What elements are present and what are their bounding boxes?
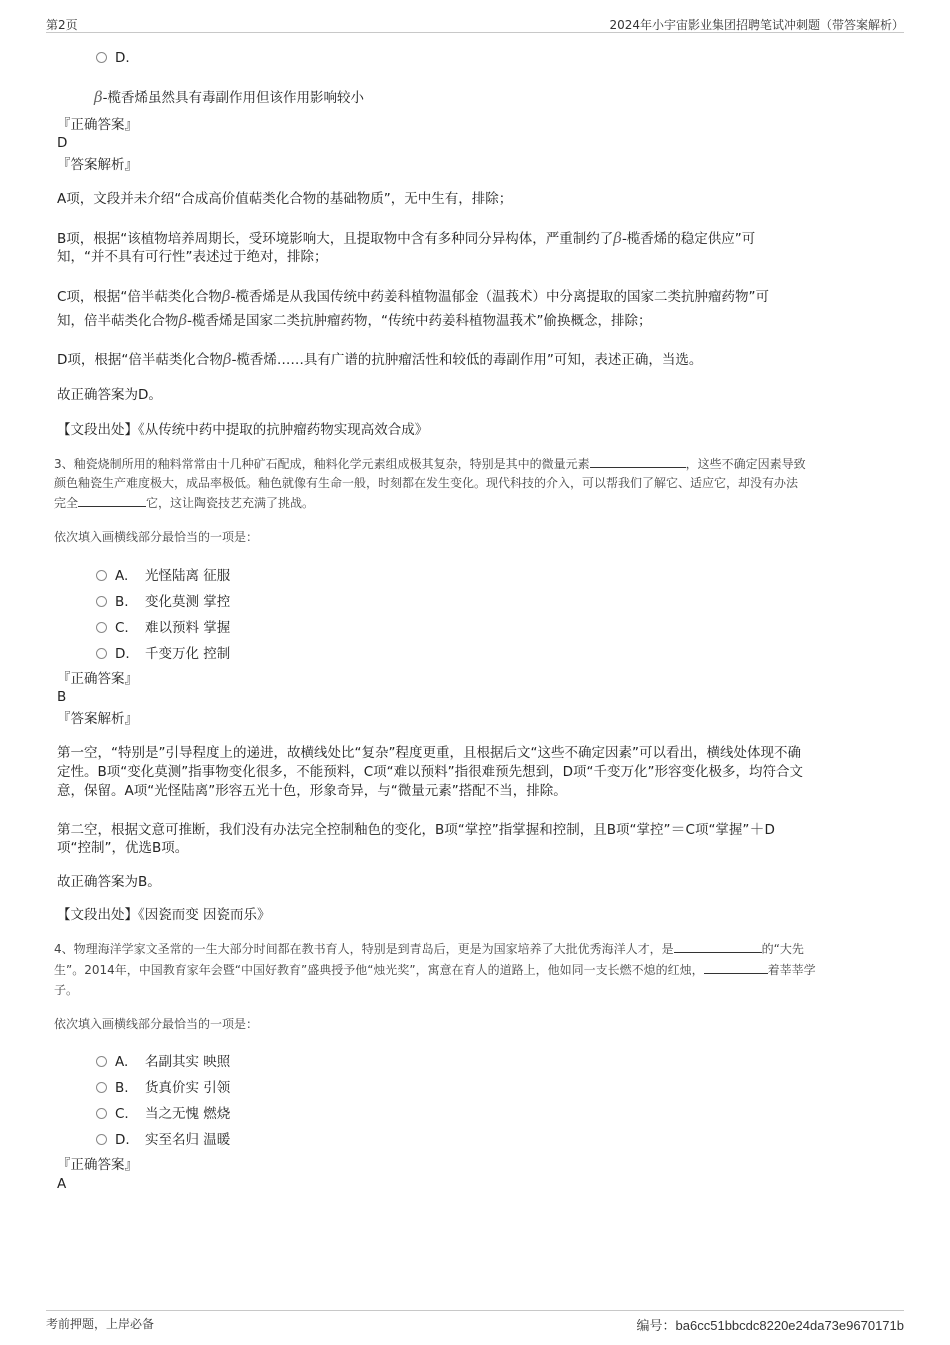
radio-icon[interactable] xyxy=(96,570,107,581)
q2-analysis-label: 『答案解析』 xyxy=(57,157,138,173)
radio-icon[interactable] xyxy=(96,596,107,607)
q3-option-a[interactable]: A. 光怪陆离 征服 xyxy=(96,564,230,584)
radio-icon[interactable] xyxy=(96,1056,107,1067)
q3-analysis-p1-line1: 第一空，“特别是”引导程度上的递进，故横线处比“复杂”程度更重，且根据后文“这些不确定因素”可以看出，横线处体现不确 xyxy=(57,745,801,761)
blank-line xyxy=(78,494,146,507)
q2-analysis-b-line1: B项，根据“该植物培养周期长，受环境影响大，且提取物中含有多种同分异构体，严重制约了β-榄香烯的稳定供应”可 xyxy=(57,229,756,247)
beta-symbol: β xyxy=(178,311,188,329)
page-footer xyxy=(46,1310,904,1334)
q3-stem-line2: 颜色釉瓷生产难度极大，成品率极低。釉色就像有生命一般，时刻都在发生变化。现代科技的介入，可以帮我们了解它、适应它，却没有办法 xyxy=(54,476,799,490)
q3-conclusion: 故正确答案为B。 xyxy=(57,874,161,890)
radio-icon[interactable] xyxy=(96,1082,107,1093)
page-header xyxy=(46,14,904,33)
q2-analysis-b-line2: 知，“并不具有可行性”表述过于绝对，排除； xyxy=(57,249,328,265)
blank-line xyxy=(590,455,686,468)
radio-icon[interactable] xyxy=(96,622,107,633)
q3-option-b[interactable]: B. 变化莫测 掌控 xyxy=(96,590,230,610)
q4-prompt: 依次填入画横线部分最恰当的一项是： xyxy=(54,1017,259,1031)
q4-stem-line1: 4、物理海洋学家文圣常的一生大部分时间都在教书育人，特别是到青岛后，更是为国家培养了大批优秀海洋人才，是 的“大先 xyxy=(54,942,804,956)
beta-symbol: β xyxy=(94,88,103,106)
q3-analysis-p2-line2: 项“控制”，优选B项。 xyxy=(57,840,189,856)
q2-correct-value: D xyxy=(57,135,68,151)
q3-analysis-p2-line1: 第二空，根据文意可推断，我们没有办法完全控制釉色的变化，B项“掌控”指掌握和控制，且B项“掌控”＝C项“掌握”＋D xyxy=(57,820,775,838)
blank-line xyxy=(704,961,768,974)
radio-icon[interactable] xyxy=(96,1134,107,1145)
q2-option-d[interactable]: D. xyxy=(96,50,130,70)
blank-line xyxy=(674,940,762,953)
beta-symbol: β xyxy=(221,287,231,305)
q2-option-d-text: β-榄香烯虽然具有毒副作用但该作用影响较小 xyxy=(94,88,365,106)
q2-analysis-c-line1: C项，根据“倍半萜类化合物β-榄香烯是从我国传统中药姜科植物温郁金（温莪术）中分离提取的国家二类抗肿瘤药物”可 xyxy=(57,287,769,305)
q3-analysis-label: 『答案解析』 xyxy=(57,711,138,727)
beta-symbol: β xyxy=(613,229,622,247)
radio-icon[interactable] xyxy=(96,52,107,63)
q4-option-a[interactable]: A. 名副其实 映照 xyxy=(96,1050,230,1070)
q2-correct-label: 『正确答案』 xyxy=(57,117,138,133)
q3-option-d[interactable]: D. 千变万化 控制 xyxy=(96,642,230,662)
q3-stem-line3: 完全 它，这让陶瓷技艺充满了挑战。 xyxy=(54,496,315,510)
radio-icon[interactable] xyxy=(96,1108,107,1119)
q4-correct-value: A xyxy=(57,1176,67,1192)
q2-source: 【文段出处】《从传统中药中提取的抗肿瘤药物实现高效合成》 xyxy=(57,422,429,438)
q2-analysis-a: A项，文段并未介绍“合成高价值萜类化合物的基础物质”，无中生有，排除； xyxy=(57,191,513,207)
q4-stem-line3: 子。 xyxy=(54,983,79,997)
q3-source: 【文段出处】《因瓷而变 因瓷而乐》 xyxy=(57,907,271,923)
q4-correct-label: 『正确答案』 xyxy=(57,1157,138,1173)
radio-icon[interactable] xyxy=(96,648,107,659)
q3-correct-label: 『正确答案』 xyxy=(57,671,138,687)
q3-analysis-p1-line3: 意，保留。A项“光怪陆离”形容五光十色，形象奇异，与“微量元素”搭配不当，排除。 xyxy=(57,783,567,799)
q3-stem-line1: 3、釉瓷烧制所用的釉料常常由十几种矿石配成，釉料化学元素组成极其复杂，特别是其中的微量元素 ，这些不确定因素导致 xyxy=(54,457,806,471)
q4-option-b[interactable]: B. 货真价实 引领 xyxy=(96,1076,230,1096)
q2-analysis-c-line2: 知，倍半萜类化合物β-榄香烯是国家二类抗肿瘤药物，“传统中药姜科植物温莪术”偷换概念，排除； xyxy=(57,311,652,329)
beta-symbol: β xyxy=(222,350,232,368)
q2-conclusion: 故正确答案为D。 xyxy=(57,387,162,403)
q3-option-c[interactable]: C. 难以预料 掌握 xyxy=(96,616,230,636)
document-title: 2024年小宇宙影业集团招聘笔试冲刺题（带答案解析） xyxy=(609,18,904,32)
q2-analysis-d: D项，根据“倍半萜类化合物β-榄香烯……具有广谱的抗肿瘤活性和较低的毒副作用”可知，表述正确，当选。 xyxy=(57,350,703,368)
q4-option-d[interactable]: D. 实至名归 温暖 xyxy=(96,1128,230,1148)
q4-option-c[interactable]: C. 当之无愧 燃烧 xyxy=(96,1102,230,1122)
document-code: 编号：ba6cc51bbcdc8220e24da73e9670171b xyxy=(636,1318,904,1333)
q3-prompt: 依次填入画横线部分最恰当的一项是： xyxy=(54,530,259,544)
q3-analysis-p1-line2: 定性。B项“变化莫测”指事物变化很多，不能预料，C项“难以预料”指很难预先想到，D项“千变万化”形容变化极多，均符合文 xyxy=(57,764,804,780)
page-number: 第2页 xyxy=(46,18,78,32)
q4-stem-line2: 生”。2014年，中国教育家年会暨“中国好教育”盛典授予他“烛光奖”，寓意在育人的道路上，他如同一支长燃不熄的红烛， 着莘莘学 xyxy=(54,963,816,977)
q3-correct-value: B xyxy=(57,689,67,705)
footer-slogan: 考前押题，上岸必备 xyxy=(46,1317,155,1331)
